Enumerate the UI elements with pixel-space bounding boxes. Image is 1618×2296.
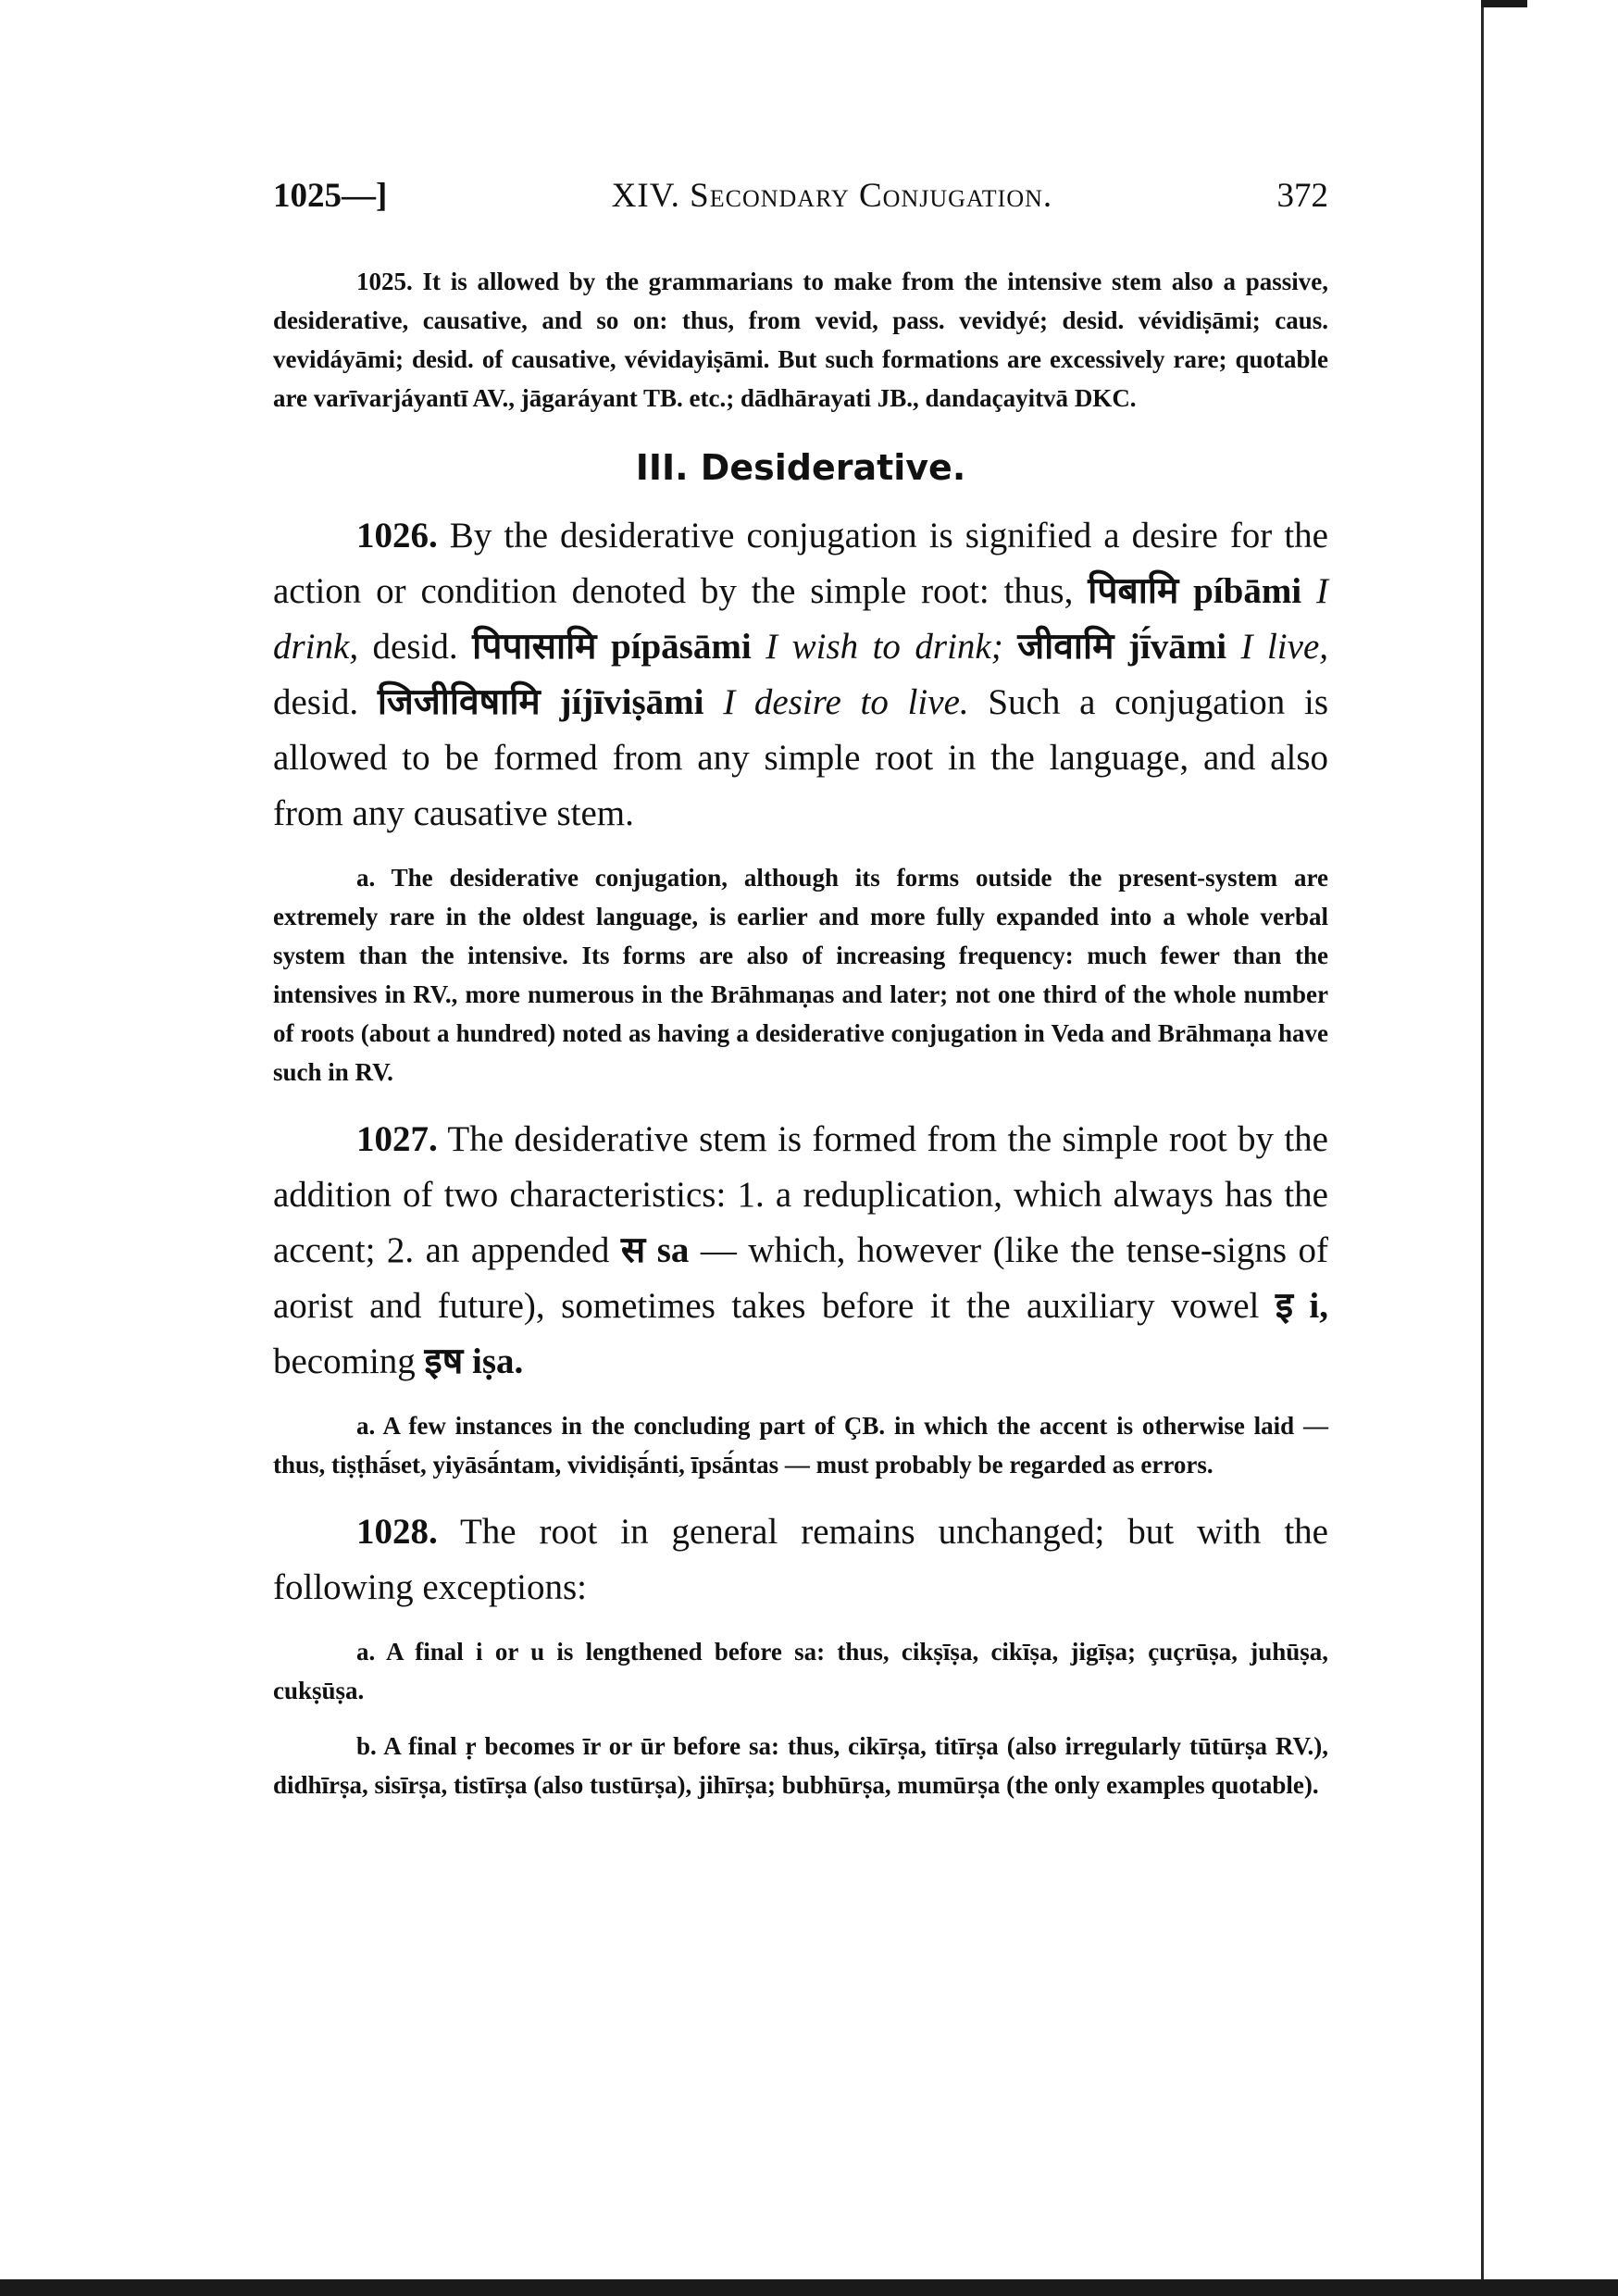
text: desid.: [358, 627, 473, 667]
paragraph-1026: [273, 508, 1328, 842]
section-number: 1027.: [356, 1119, 438, 1159]
translit: vévidiṣāmi;: [1138, 306, 1261, 334]
text: desid. of causative,: [404, 345, 625, 373]
translit: vevid,: [815, 306, 878, 334]
section-heading: III. Desiderative.: [635, 447, 966, 488]
text: The desiderative stem is formed from the simple root by the addition of two characteristics: 1. a reduplication, which always has the accent; 2. an appended: [273, 1119, 1328, 1270]
page-edge-bottom: [0, 2279, 1618, 2296]
running-head-section: 1025—]: [273, 177, 388, 215]
devanagari-word: इष: [424, 1341, 464, 1382]
text: AV.,: [467, 384, 521, 412]
paragraph-1028: [273, 1504, 1328, 1616]
translit: jāgaráyant: [520, 384, 638, 412]
translit: tūtūrṣa: [1189, 1732, 1268, 1760]
devanagari-word: इ: [1275, 1285, 1293, 1327]
paragraph-1027-a: [273, 1406, 1328, 1484]
translit: ūr: [640, 1732, 666, 1760]
text: : thus,: [816, 1638, 902, 1666]
translit: sa: [749, 1732, 772, 1760]
translit: i,: [1292, 1286, 1328, 1326]
page-edge-right: [1481, 0, 1484, 2296]
running-head-title: XIV. Secondary Conjugation.: [611, 177, 1053, 215]
devanagari-word: जिजीविषामि: [377, 681, 541, 723]
devanagari-word: पिपासामि: [472, 626, 597, 668]
translit: vevidyé;: [959, 306, 1049, 334]
gloss: I desire to live.: [723, 682, 969, 722]
text: (also: [527, 1771, 591, 1799]
translit: iṣa.: [463, 1341, 524, 1381]
translit: dādhārayati: [740, 384, 872, 412]
translit: pípāsāmi: [596, 627, 766, 667]
translit: sa: [645, 1230, 690, 1270]
translit: jíjīviṣāmi: [540, 682, 724, 722]
text: A few instances in the concluding part of ÇB. in which the accent is otherwise laid — thus,: [273, 1412, 1328, 1479]
text: or: [482, 1638, 531, 1666]
text: before: [665, 1732, 750, 1760]
translit: īr: [582, 1732, 601, 1760]
section-number: 1028.: [356, 1512, 438, 1552]
text: A final: [375, 1638, 477, 1666]
section-number: 1025.: [356, 268, 413, 295]
devanagari-word: जीवामि: [1017, 626, 1114, 668]
translit: vevidáyāmi;: [273, 345, 404, 373]
text: desid.: [1048, 306, 1139, 334]
text: But such formations are excessively rare; quotable are: [273, 345, 1328, 412]
text: TB. etc.;: [637, 384, 741, 412]
text: becoming: [273, 1341, 425, 1381]
translit: tiṣṭhā́set, yiyāsā́ntam, vividiṣā́nti, īpsā́ntas: [331, 1451, 779, 1479]
translit: tustūrṣa), jihīrṣa; bubhūrṣa, mumūrṣa: [590, 1771, 1001, 1799]
text: The root in general remains unchanged; but with the following exceptions:: [273, 1512, 1328, 1607]
translit: u: [530, 1638, 545, 1666]
text: A final: [376, 1732, 466, 1760]
gloss: I wish to drink;: [765, 627, 1003, 667]
paragraph-1027: [273, 1112, 1328, 1390]
page-edge-top-mark: [1481, 0, 1527, 7]
text: — must probably be regarded as errors.: [778, 1451, 1214, 1479]
text: It is allowed by the grammarians to make from the intensive stem also a passive, desiderative, causative, and so on: thus, from: [273, 268, 1328, 334]
translit: varīvarjáyantī: [313, 384, 468, 412]
translit: i: [476, 1638, 483, 1666]
translit: dandaçayitvā: [925, 384, 1069, 412]
text: By the desiderative conjugation is signified a desire for the action or condition denoted by the simple root: thus,: [273, 516, 1328, 611]
running-head: [273, 176, 1328, 216]
translit: vévidayiṣāmi.: [624, 345, 770, 373]
text: (also irregularly: [998, 1732, 1189, 1760]
text: pass.: [877, 306, 960, 334]
translit: cikīrṣa, titīrṣa: [848, 1732, 999, 1760]
text: DKC.: [1068, 384, 1137, 412]
page-number: 372: [1276, 177, 1328, 215]
text: becomes: [476, 1732, 583, 1760]
book-page: [273, 176, 1328, 1804]
text: : thus,: [771, 1732, 849, 1760]
text: or: [600, 1732, 641, 1760]
subsection-label: b.: [356, 1732, 377, 1760]
text: caus.: [1260, 306, 1328, 334]
text: — which, however (like the tense-signs of aorist and future), sometimes takes before it the auxiliary vowel: [273, 1230, 1329, 1326]
translit: cikṣīṣa, cikīṣa, jigīṣa; çuçrūṣa, juhūṣa, cukṣūṣa.: [273, 1638, 1328, 1704]
paragraph-1028-b: [273, 1727, 1328, 1804]
devanagari-word: पिबामि: [1088, 570, 1179, 612]
section-number: 1026.: [356, 516, 438, 555]
translit: píbāmi: [1178, 571, 1316, 611]
translit: sa: [794, 1638, 817, 1666]
paragraph-1028-a: [273, 1632, 1328, 1710]
paragraph-1025: [273, 262, 1328, 418]
text: [1003, 627, 1017, 667]
translit: didhīrṣa, sisīrṣa, tistīrṣa: [273, 1771, 528, 1799]
text: The desiderative conjugation, although its forms outside the present-system are extremely rare in the oldest language, is earlier and more fully expanded into a whole verbal system than the intensive. Its forms are also of increasing frequency: much fewer than the intensives in RV., more numerous in the Brāhmaṇas and later; not one third of the whole number of roots (about a hundred) noted as having a desiderative conjugation in Veda and Brāhmaṇa have such in RV.: [273, 864, 1328, 1086]
text: desid.: [273, 682, 378, 722]
paragraph-1026-a: [273, 858, 1328, 1092]
subsection-label: a.: [356, 1412, 376, 1440]
text: (the only examples quotable).: [1000, 1771, 1319, 1799]
subsection-label: a.: [356, 864, 376, 892]
text: JB.,: [871, 384, 926, 412]
translit: ṛ: [465, 1732, 477, 1760]
subsection-label: a.: [356, 1638, 376, 1666]
text: RV.),: [1267, 1732, 1328, 1760]
translit: jī́vāmi: [1114, 627, 1241, 667]
text: is lengthened before: [544, 1638, 795, 1666]
devanagari-word: स: [620, 1229, 646, 1271]
gloss: I live,: [1240, 627, 1329, 667]
gloss: I drink,: [273, 571, 1328, 667]
text: Such a conjugation is allowed to be formed from any simple root in the language, and also from any causative stem.: [273, 682, 1328, 833]
